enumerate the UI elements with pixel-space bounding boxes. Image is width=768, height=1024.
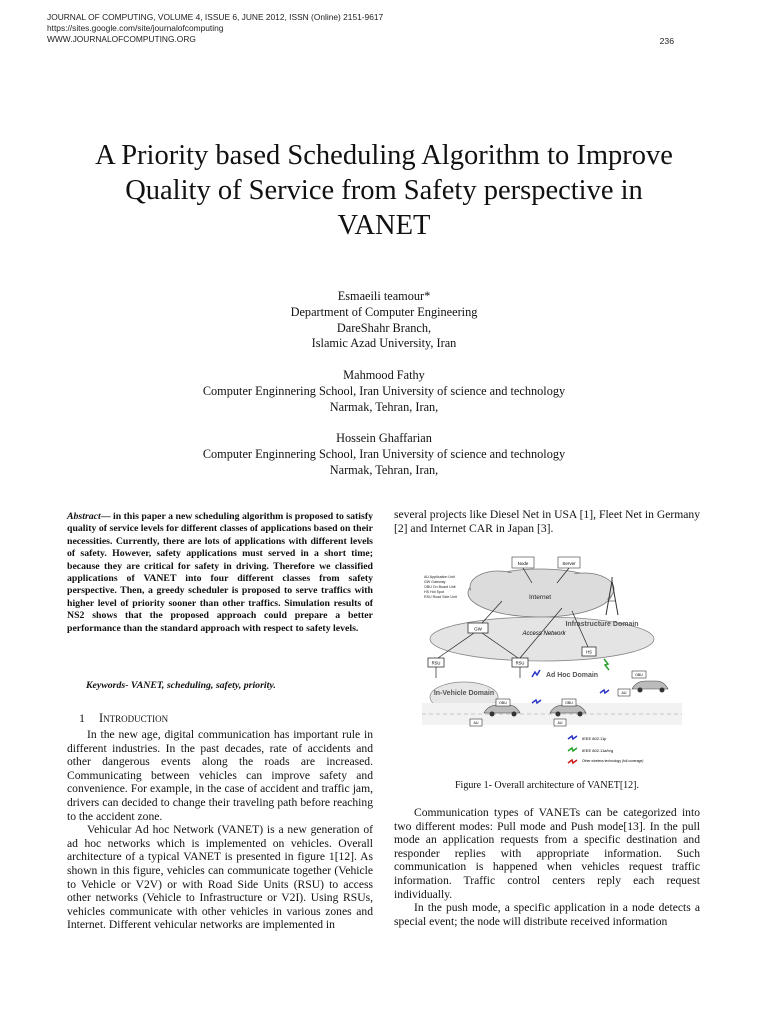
author-affiliation: DareShahr Branch, bbox=[336, 320, 432, 335]
node-label: Node bbox=[517, 561, 529, 566]
title-line: Quality of Service from Safety perspective in bbox=[125, 175, 643, 206]
author-1 bbox=[40, 289, 728, 352]
abstract bbox=[67, 511, 373, 635]
right-column-top-text bbox=[394, 508, 700, 535]
author-affiliation: Islamic Azad University, Iran bbox=[311, 336, 457, 351]
obu-label: OBU bbox=[565, 701, 573, 706]
paragraph: Vehicular Ad hoc Network (VANET) is a new generation of ad hoc networks which is implemented on vehicles. Overall architecture of a typical VANET is presented in figure 1[12]. As shown in this figure, vehicles can communicate together (Vehicle to Vehicle or V2V) or with Road Side Units (RSU) to access other networks (Vehicle to Infrastructure or V2I). Using RSUs, vehicles communicate with other vehicles in various zones and Internet. Different vehicular networks are implemented in bbox=[67, 823, 373, 932]
author-affiliation: Narmak, Tehran, Iran, bbox=[329, 399, 439, 414]
ad-hoc-domain-label: Ad Hoc Domain bbox=[545, 672, 599, 679]
wireless-link-icon bbox=[532, 670, 540, 677]
author-affiliation: Computer Enginnering School, Iran University of science and technology bbox=[202, 446, 566, 461]
abstract-label: Abstract bbox=[67, 511, 101, 522]
rsu-label: RSU bbox=[431, 660, 441, 666]
paragraph: In the push mode, a specific application in a node detects a special event; the node will distribute received information bbox=[394, 901, 700, 928]
wireless-link-icon bbox=[604, 659, 609, 670]
title-line: VANET bbox=[337, 210, 431, 241]
wireless-link-icon bbox=[600, 690, 609, 693]
access-network-label: Access Network bbox=[522, 631, 566, 637]
title-line: A Priority based Scheduling Algorithm to Improve bbox=[95, 140, 673, 171]
legend-item: GW Gateway bbox=[424, 580, 446, 584]
section-number: 1 bbox=[79, 711, 85, 725]
right-column-body bbox=[394, 806, 700, 928]
paper-title bbox=[40, 138, 728, 243]
legend-item: IEEE 802.11p bbox=[582, 736, 607, 741]
author-block bbox=[40, 289, 728, 494]
author-2 bbox=[40, 368, 728, 415]
legend-item: HS Hot Spot bbox=[424, 590, 444, 594]
section-title: Introduction bbox=[99, 711, 169, 725]
server-label: Server bbox=[562, 561, 576, 566]
legend-item: IEEE 802.11a/b/g bbox=[582, 748, 614, 753]
abbreviation-legend bbox=[424, 575, 457, 599]
author-affiliation: Computer Enginnering School, Iran University of science and technology bbox=[202, 383, 566, 398]
author-affiliation: Narmak, Tehran, Iran, bbox=[329, 462, 439, 477]
abstract-text: — in this paper a new scheduling algorithm is proposed to satisfy quality of service levels for different classes of applications based on their necessities. Currently, there are lots of applications with different levels of safety. However, safety applications must served in a short time; because they are critical for safety in driving. Therefore we classified applications of VANET into four different classes from safety perspective. Then, a greedy scheduler is proposed to serve traffics with higher level of priority sooner than other traffics. Simulation results of NS2 shows that the proposed approach could prepare a better performance than the standard approach with respect to safety levels. bbox=[67, 511, 373, 634]
page-number: 236 bbox=[659, 36, 674, 46]
wireless-link-icon bbox=[532, 700, 541, 703]
paragraph: several projects like Diesel Net in USA [1], Fleet Net in Germany [2] and Internet CAR in Japan [3]. bbox=[394, 508, 700, 535]
vehicle-icon bbox=[632, 681, 668, 693]
author-name: Mahmood Fathy bbox=[343, 367, 425, 382]
au-label: AU bbox=[473, 721, 479, 726]
running-header bbox=[47, 12, 383, 45]
figure-diagram bbox=[422, 553, 682, 775]
internet-label: Internet bbox=[528, 594, 552, 601]
author-name: Esmaeili teamour* bbox=[337, 289, 431, 303]
paragraph: In the new age, digital communication has important rule in different industries. In the past decades, rate of accidents and other dangerous events along the roads are increased. Communicating between vehicles can improve safety and convenience. For example, in the case of accident and traffic jam, drivers can decided to change their traveling path before reaching to the accident zone. bbox=[67, 728, 373, 823]
legend-item: RSU Road Side Unit bbox=[424, 595, 457, 599]
legend-item: AU Application Unit bbox=[424, 575, 455, 579]
vanet-architecture-figure bbox=[422, 553, 682, 775]
au-label: AU bbox=[621, 691, 627, 696]
paragraph: Communication types of VANETs can be categorized into two different modes: Pull mode and Push mode[13]. In the pull mode an application requests from a specific destination and responder replies with appropriate information. Such communication is happened when vehicles request traffic information. Traffic control centers reply each request individually. bbox=[394, 806, 700, 901]
legend-swatch bbox=[568, 748, 577, 751]
obu-label: OBU bbox=[635, 673, 643, 678]
rsu-label: RSU bbox=[515, 660, 525, 666]
infrastructure-domain-label: Infrastructure Domain bbox=[565, 621, 639, 628]
author-name: Hossein Ghaffarian bbox=[336, 431, 432, 446]
legend-swatch bbox=[568, 760, 577, 763]
gateway-label: GW bbox=[474, 626, 482, 632]
section-heading bbox=[79, 711, 168, 726]
legend-item: Other wireless technology (full coverage) bbox=[582, 759, 644, 763]
introduction-text bbox=[67, 728, 373, 932]
keywords: Keywords- VANET, scheduling, safety, priority. bbox=[86, 680, 276, 691]
journal-url[interactable]: https://sites.google.com/site/journalofcomputing bbox=[47, 23, 224, 33]
author-affiliation: Department of Computer Engineering bbox=[290, 304, 478, 319]
author-3 bbox=[40, 431, 728, 478]
cloud-fill bbox=[470, 571, 610, 615]
in-vehicle-domain-label: In-Vehicle Domain bbox=[433, 690, 495, 697]
link-legend bbox=[568, 736, 643, 763]
hotspot-label: HS bbox=[586, 649, 592, 655]
legend-item: OBU On Board Unit bbox=[424, 585, 456, 589]
figure-caption: Figure 1- Overall architecture of VANET[12]. bbox=[454, 780, 639, 791]
obu-label: OBU bbox=[499, 701, 507, 706]
journal-line: JOURNAL OF COMPUTING, VOLUME 4, ISSUE 6, JUNE 2012, ISSN (Online) 2151-9617 bbox=[47, 12, 384, 22]
au-label: AU bbox=[557, 721, 563, 726]
journal-site[interactable]: WWW.JOURNALOFCOMPUTING.ORG bbox=[47, 34, 196, 44]
legend-swatch bbox=[568, 736, 577, 739]
